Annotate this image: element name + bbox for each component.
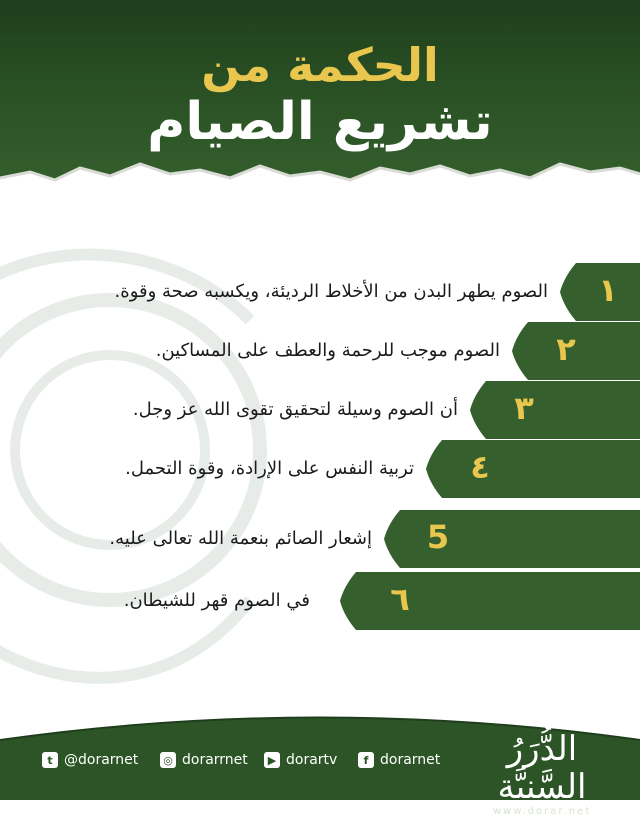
item-text-6: في الصوم قهر للشيطان. xyxy=(123,590,310,611)
item-number-4: ٤ xyxy=(470,448,490,486)
item-ribbon-2 xyxy=(512,322,640,380)
instagram-icon: ◎ xyxy=(160,752,176,768)
logo-text: الدُّرَرُ السَّنِيَّة xyxy=(497,729,587,807)
item-text-5: إشعار الصائم بنعمة الله تعالى عليه. xyxy=(109,528,372,549)
title-line-1: الحكمة من xyxy=(201,38,439,92)
title-line-2: تشريع الصيام xyxy=(147,92,493,152)
logo-site: www.dorar.net xyxy=(492,806,592,817)
item-ribbon-3 xyxy=(470,381,640,439)
brand-logo xyxy=(462,730,622,817)
social-youtube[interactable] xyxy=(264,752,337,768)
item-ribbon-1 xyxy=(560,263,640,321)
item-ribbon-6 xyxy=(340,572,640,630)
item-number-2: ٢ xyxy=(556,330,576,368)
item-text-1: الصوم يطهر البدن من الأخلاط الرديئة، ويكسبه صحة وقوة. xyxy=(114,281,548,302)
item-text-3: أن الصوم وسيلة لتحقيق تقوى الله عز وجل. xyxy=(132,399,458,420)
item-text-4: تربية النفس على الإرادة، وقوة التحمل. xyxy=(125,458,414,479)
youtube-handle: dorartv xyxy=(286,752,338,768)
facebook-handle: dorarnet xyxy=(380,752,441,768)
youtube-icon: ▶ xyxy=(264,752,280,768)
item-text-2: الصوم موجب للرحمة والعطف على المساكين. xyxy=(155,340,500,361)
social-facebook[interactable] xyxy=(358,752,440,768)
item-ribbon-4 xyxy=(426,440,640,498)
item-ribbon-5 xyxy=(384,510,640,568)
instagram-handle: dorarrnet xyxy=(182,752,248,768)
twitter-handle: @dorarnet xyxy=(64,752,139,768)
calligraphy-watermark xyxy=(0,170,280,730)
twitter-icon: t xyxy=(42,752,58,768)
item-number-3: ٣ xyxy=(514,389,534,427)
social-instagram[interactable] xyxy=(160,752,248,768)
facebook-icon: f xyxy=(358,752,374,768)
item-number-6: ٦ xyxy=(390,580,410,618)
item-number-1: ١ xyxy=(598,271,618,309)
item-number-5: 5 xyxy=(426,518,450,556)
social-twitter[interactable] xyxy=(42,752,138,768)
